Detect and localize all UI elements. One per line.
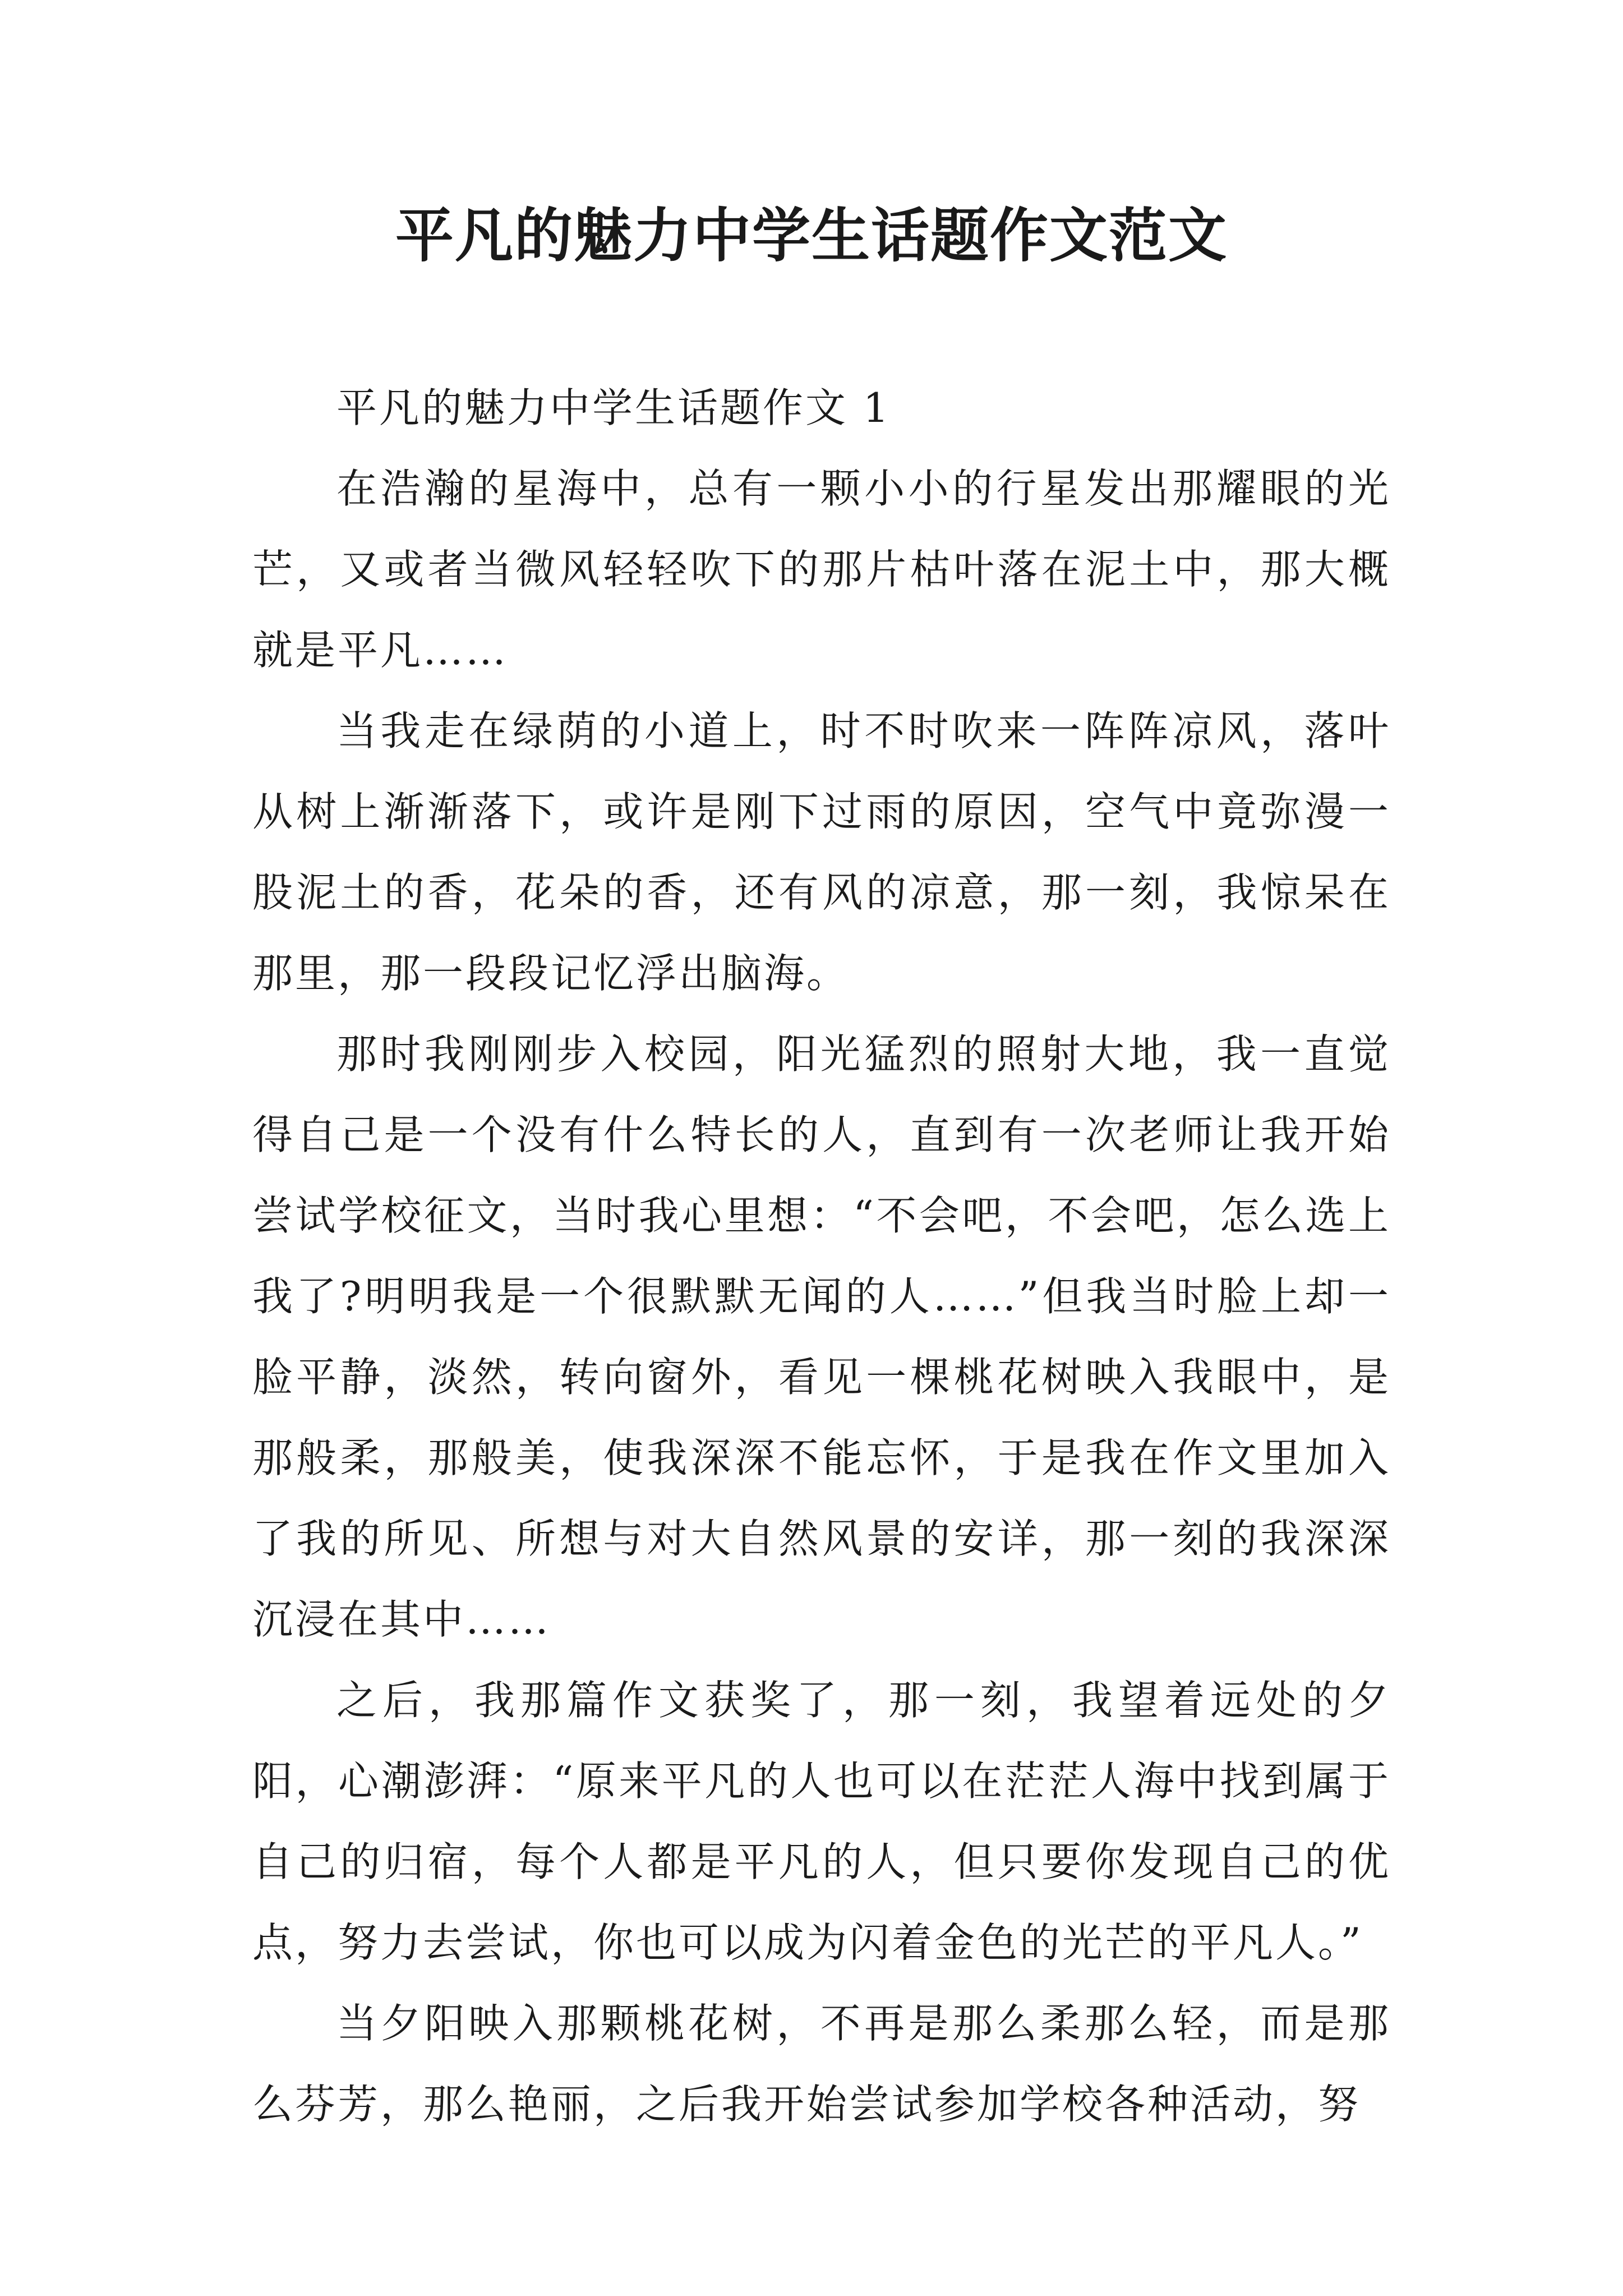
essay-subtitle: 平凡的魅力中学生话题作文 1 [336, 384, 891, 431]
paragraph: 当我走在绿荫的小道上，时不时吹来一阵阵凉风，落叶从树上渐渐落下，或许是刚下过雨的原因，空气中竟弥漫一股泥土的香，花朵的香，还有风的凉意，那一刻，我惊呆在那里，那一段段记忆浮出脑海。 [252, 707, 1391, 997]
paragraph: 之后，我那篇作文获奖了，那一刻，我望着远处的夕阳，心潮澎湃：“原来平凡的人也可以在茫茫人海中找到属于自己的归宿，每个人都是平凡的人，但只要你发现自己的优点，努力去尝试，你也可以成为闪着金色的光芒的平凡人。” [252, 1677, 1391, 1966]
paragraph: 在浩瀚的星海中，总有一颗小小的行星发出那耀眼的光芒，又或者当微风轻轻吹下的那片枯叶落在泥土中，那大概就是平凡…… [252, 465, 1391, 674]
document-title: 平凡的魅力中学生话题作文范文 [395, 201, 1228, 270]
document-body [252, 367, 1391, 2145]
paragraph: 当夕阳映入那颗桃花树，不再是那么柔那么轻，而是那么芬芳，那么艳丽，之后我开始尝试参加学校各种活动，努 [252, 2000, 1391, 2128]
paragraph: 那时我刚刚步入校园，阳光猛烈的照射大地，我一直觉得自己是一个没有什么特长的人，直到有一次老师让我开始尝试学校征文，当时我心里想：“不会吧，不会吧，怎么选上我了?明明我是一个很默默无闻的人……”但我当时脸上却一脸平静，淡然，转向窗外，看见一棵桃花树映入我眼中，是那般柔，那般美，使我深深不能忘怀，于是我在作文里加入了我的所见、所想与对大自然风景的安详，那一刻的我深深沉浸在其中…… [252, 1030, 1391, 1643]
